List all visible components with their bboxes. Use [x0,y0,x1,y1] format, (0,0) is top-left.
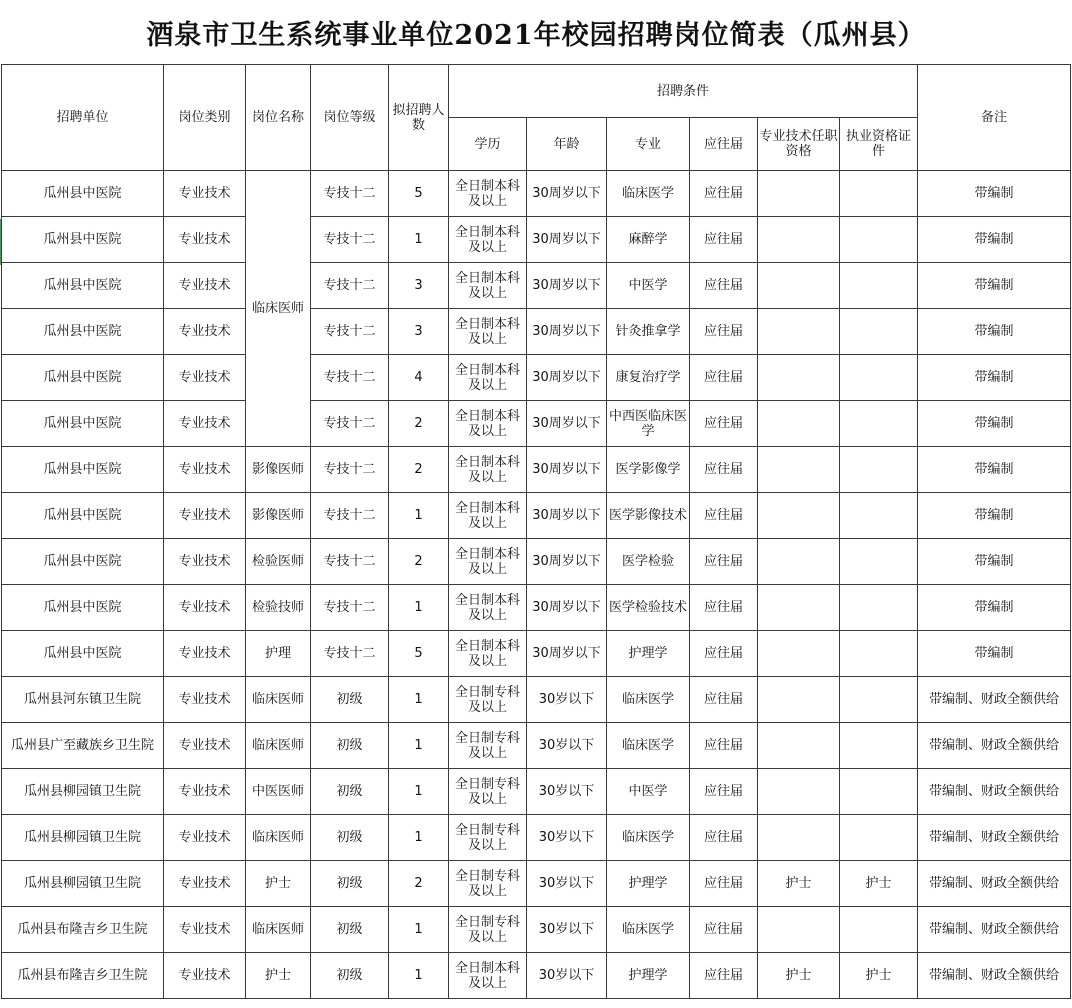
education-cell: 全日制本科及以上 [449,631,527,677]
age-cell: 30岁以下 [527,815,607,861]
header-conditions: 招聘条件 [449,65,918,118]
grade-cell: 初级 [311,769,389,815]
position-cell: 影像医师 [246,493,311,539]
grade-cell: 专技十二 [311,493,389,539]
license-cell [840,217,918,263]
table-row [2,631,1071,677]
grade-cell: 专技十二 [311,539,389,585]
position-cell: 影像医师 [246,447,311,493]
tech-qualification-cell [758,723,840,769]
remark-cell: 带编制 [918,631,1071,677]
position-cell: 护士 [246,861,311,907]
category-cell: 专业技术 [164,447,246,493]
license-cell [840,585,918,631]
count-cell: 1 [389,953,449,999]
fresh-cell: 应往届 [690,723,758,769]
count-cell: 1 [389,907,449,953]
category-cell: 专业技术 [164,861,246,907]
license-cell [840,539,918,585]
grade-cell: 初级 [311,815,389,861]
grade-cell: 专技十二 [311,171,389,217]
fresh-cell: 应往届 [690,539,758,585]
table-row [2,677,1071,723]
remark-cell: 带编制、财政全额供给 [918,769,1071,815]
age-cell: 30周岁以下 [527,493,607,539]
major-cell: 中医学 [607,263,690,309]
count-cell: 1 [389,585,449,631]
grade-cell: 专技十二 [311,631,389,677]
major-cell: 中西医临床医学 [607,401,690,447]
table-row [2,447,1071,493]
count-cell: 1 [389,815,449,861]
education-cell: 全日制本科及以上 [449,263,527,309]
fresh-cell: 应往届 [690,171,758,217]
major-cell: 医学影像学 [607,447,690,493]
remark-cell: 带编制、财政全额供给 [918,677,1071,723]
header-category: 岗位类别 [164,65,246,171]
age-cell: 30周岁以下 [527,631,607,677]
license-cell [840,401,918,447]
remark-cell: 带编制、财政全额供给 [918,723,1071,769]
grade-cell: 初级 [311,723,389,769]
category-cell: 专业技术 [164,263,246,309]
header-tech-qualification: 专业技术任职资格 [758,118,840,171]
fresh-cell: 应往届 [690,585,758,631]
age-cell: 30周岁以下 [527,447,607,493]
major-cell: 临床医学 [607,723,690,769]
header-license: 执业资格证件 [840,118,918,171]
major-cell: 护理学 [607,861,690,907]
age-cell: 30周岁以下 [527,401,607,447]
unit-cell: 瓜州县布隆吉乡卫生院 [2,907,164,953]
major-cell: 护理学 [607,631,690,677]
unit-cell: 瓜州县柳园镇卫生院 [2,769,164,815]
age-cell: 30岁以下 [527,723,607,769]
category-cell: 专业技术 [164,355,246,401]
grade-cell: 专技十二 [311,309,389,355]
grade-cell: 初级 [311,953,389,999]
education-cell: 全日制本科及以上 [449,309,527,355]
education-cell: 全日制本科及以上 [449,355,527,401]
license-cell [840,493,918,539]
education-cell: 全日制专科及以上 [449,907,527,953]
count-cell: 1 [389,677,449,723]
table-row [2,907,1071,953]
major-cell: 中医学 [607,769,690,815]
remark-cell: 带编制 [918,447,1071,493]
tech-qualification-cell [758,309,840,355]
count-cell: 3 [389,263,449,309]
category-cell: 专业技术 [164,585,246,631]
count-cell: 1 [389,723,449,769]
category-cell: 专业技术 [164,631,246,677]
table-row [2,401,1071,447]
age-cell: 30周岁以下 [527,355,607,401]
age-cell: 30岁以下 [527,907,607,953]
table-row [2,493,1071,539]
position-cell: 临床医师 [246,723,311,769]
tech-qualification-cell [758,263,840,309]
remark-cell: 带编制、财政全额供给 [918,861,1071,907]
table-row [2,769,1071,815]
category-cell: 专业技术 [164,953,246,999]
license-cell [840,631,918,677]
table-row [2,585,1071,631]
license-cell [840,677,918,723]
fresh-cell: 应往届 [690,907,758,953]
count-cell: 5 [389,631,449,677]
unit-cell: 瓜州县柳园镇卫生院 [2,815,164,861]
tech-qualification-cell: 护士 [758,953,840,999]
tech-qualification-cell [758,171,840,217]
grade-cell: 专技十二 [311,263,389,309]
table-row [2,861,1071,907]
age-cell: 30周岁以下 [527,585,607,631]
fresh-cell: 应往届 [690,815,758,861]
header-remark: 备注 [918,65,1071,171]
table-row [2,263,1071,309]
tech-qualification-cell [758,585,840,631]
unit-cell: 瓜州县广至藏族乡卫生院 [2,723,164,769]
count-cell: 2 [389,861,449,907]
position-cell: 护士 [246,953,311,999]
major-cell: 麻醉学 [607,217,690,263]
table-row [2,815,1071,861]
header-count: 拟招聘人数 [389,65,449,171]
major-cell: 临床医学 [607,677,690,723]
position-cell: 检验技师 [246,585,311,631]
license-cell [840,769,918,815]
age-cell: 30周岁以下 [527,309,607,355]
education-cell: 全日制本科及以上 [449,539,527,585]
education-cell: 全日制本科及以上 [449,447,527,493]
education-cell: 全日制本科及以上 [449,217,527,263]
category-cell: 专业技术 [164,401,246,447]
unit-cell: 瓜州县河东镇卫生院 [2,677,164,723]
header-grade: 岗位等级 [311,65,389,171]
grade-cell: 专技十二 [311,447,389,493]
table-row [2,539,1071,585]
remark-cell: 带编制 [918,355,1071,401]
education-cell: 全日制专科及以上 [449,861,527,907]
tech-qualification-cell: 护士 [758,861,840,907]
education-cell: 全日制本科及以上 [449,953,527,999]
remark-cell: 带编制 [918,585,1071,631]
table-row [2,309,1071,355]
unit-cell: 瓜州县中医院 [2,447,164,493]
grade-cell: 专技十二 [311,355,389,401]
remark-cell: 带编制 [918,401,1071,447]
license-cell [840,355,918,401]
major-cell: 临床医学 [607,907,690,953]
license-cell [840,815,918,861]
major-cell: 临床医学 [607,815,690,861]
education-cell: 全日制专科及以上 [449,677,527,723]
tech-qualification-cell [758,401,840,447]
remark-cell: 带编制、财政全额供给 [918,953,1071,999]
fresh-cell: 应往届 [690,217,758,263]
major-cell: 护理学 [607,953,690,999]
remark-cell: 带编制、财政全额供给 [918,815,1071,861]
unit-cell: 瓜州县中医院 [2,631,164,677]
education-cell: 全日制本科及以上 [449,493,527,539]
category-cell: 专业技术 [164,769,246,815]
grade-cell: 初级 [311,677,389,723]
age-cell: 30周岁以下 [527,539,607,585]
remark-cell: 带编制 [918,539,1071,585]
header-age: 年龄 [527,118,607,171]
fresh-cell: 应往届 [690,447,758,493]
remark-cell: 带编制 [918,171,1071,217]
position-cell: 临床医师 [246,815,311,861]
category-cell: 专业技术 [164,309,246,355]
tech-qualification-cell [758,677,840,723]
count-cell: 2 [389,401,449,447]
category-cell: 专业技术 [164,677,246,723]
position-cell: 临床医师 [246,907,311,953]
count-cell: 1 [389,493,449,539]
major-cell: 康复治疗学 [607,355,690,401]
fresh-cell: 应往届 [690,309,758,355]
recruitment-table [1,64,1071,999]
header-education: 学历 [449,118,527,171]
age-cell: 30周岁以下 [527,217,607,263]
education-cell: 全日制专科及以上 [449,723,527,769]
header-row-1 [2,65,1071,118]
license-cell [840,907,918,953]
remark-cell: 带编制 [918,217,1071,263]
tech-qualification-cell [758,217,840,263]
education-cell: 全日制专科及以上 [449,769,527,815]
fresh-cell: 应往届 [690,493,758,539]
remark-cell: 带编制 [918,493,1071,539]
major-cell: 临床医学 [607,171,690,217]
category-cell: 专业技术 [164,539,246,585]
fresh-cell: 应往届 [690,263,758,309]
position-cell: 临床医师 [246,677,311,723]
major-cell: 医学检验 [607,539,690,585]
unit-cell: 瓜州县中医院 [2,171,164,217]
position-cell: 中医医师 [246,769,311,815]
license-cell [840,447,918,493]
grade-cell: 专技十二 [311,585,389,631]
education-cell: 全日制专科及以上 [449,815,527,861]
education-cell: 全日制本科及以上 [449,401,527,447]
header-fresh: 应往届 [690,118,758,171]
license-cell [840,263,918,309]
unit-cell: 瓜州县中医院 [2,539,164,585]
fresh-cell: 应往届 [690,861,758,907]
unit-cell: 瓜州县中医院 [2,263,164,309]
tech-qualification-cell [758,907,840,953]
category-cell: 专业技术 [164,217,246,263]
grade-cell: 专技十二 [311,217,389,263]
license-cell [840,171,918,217]
table-row [2,953,1071,999]
grade-cell: 专技十二 [311,401,389,447]
category-cell: 专业技术 [164,907,246,953]
tech-qualification-cell [758,539,840,585]
count-cell: 2 [389,447,449,493]
tech-qualification-cell [758,769,840,815]
fresh-cell: 应往届 [690,631,758,677]
license-cell [840,309,918,355]
tech-qualification-cell [758,815,840,861]
fresh-cell: 应往届 [690,769,758,815]
grade-cell: 初级 [311,861,389,907]
header-major: 专业 [607,118,690,171]
position-cell: 检验医师 [246,539,311,585]
grade-cell: 初级 [311,907,389,953]
unit-cell: 瓜州县中医院 [2,493,164,539]
license-cell: 护士 [840,861,918,907]
age-cell: 30岁以下 [527,677,607,723]
category-cell: 专业技术 [164,723,246,769]
count-cell: 2 [389,539,449,585]
unit-cell: 瓜州县中医院 [2,355,164,401]
fresh-cell: 应往届 [690,401,758,447]
table-row [2,217,1071,263]
license-cell [840,723,918,769]
fresh-cell: 应往届 [690,953,758,999]
table-row [2,355,1071,401]
remark-cell: 带编制 [918,263,1071,309]
count-cell: 3 [389,309,449,355]
position-cell: 护理 [246,631,311,677]
license-cell: 护士 [840,953,918,999]
category-cell: 专业技术 [164,815,246,861]
age-cell: 30周岁以下 [527,263,607,309]
header-position: 岗位名称 [246,65,311,171]
position-cell-merged: 临床医师 [246,171,311,447]
age-cell: 30岁以下 [527,953,607,999]
tech-qualification-cell [758,493,840,539]
unit-cell: 瓜州县中医院 [2,401,164,447]
count-cell: 1 [389,769,449,815]
header-unit: 招聘单位 [2,65,164,171]
category-cell: 专业技术 [164,171,246,217]
fresh-cell: 应往届 [690,677,758,723]
education-cell: 全日制本科及以上 [449,171,527,217]
fresh-cell: 应往届 [690,355,758,401]
unit-cell: 瓜州县中医院 [2,585,164,631]
count-cell: 4 [389,355,449,401]
unit-cell: 瓜州县柳园镇卫生院 [2,861,164,907]
tech-qualification-cell [758,631,840,677]
unit-cell: 瓜州县布隆吉乡卫生院 [2,953,164,999]
tech-qualification-cell [758,447,840,493]
age-cell: 30岁以下 [527,861,607,907]
count-cell: 1 [389,217,449,263]
table-row [2,171,1071,217]
remark-cell: 带编制 [918,309,1071,355]
major-cell: 医学检验技术 [607,585,690,631]
unit-cell: 瓜州县中医院 [2,309,164,355]
unit-cell: 瓜州县中医院 [2,217,164,263]
count-cell: 5 [389,171,449,217]
table-row [2,723,1071,769]
major-cell: 医学影像技术 [607,493,690,539]
education-cell: 全日制本科及以上 [449,585,527,631]
age-cell: 30周岁以下 [527,171,607,217]
page-title: 酒泉市卫生系统事业单位2021年校园招聘岗位简表（瓜州县） [146,19,926,51]
age-cell: 30岁以下 [527,769,607,815]
remark-cell: 带编制、财政全额供给 [918,907,1071,953]
tech-qualification-cell [758,355,840,401]
major-cell: 针灸推拿学 [607,309,690,355]
category-cell: 专业技术 [164,493,246,539]
